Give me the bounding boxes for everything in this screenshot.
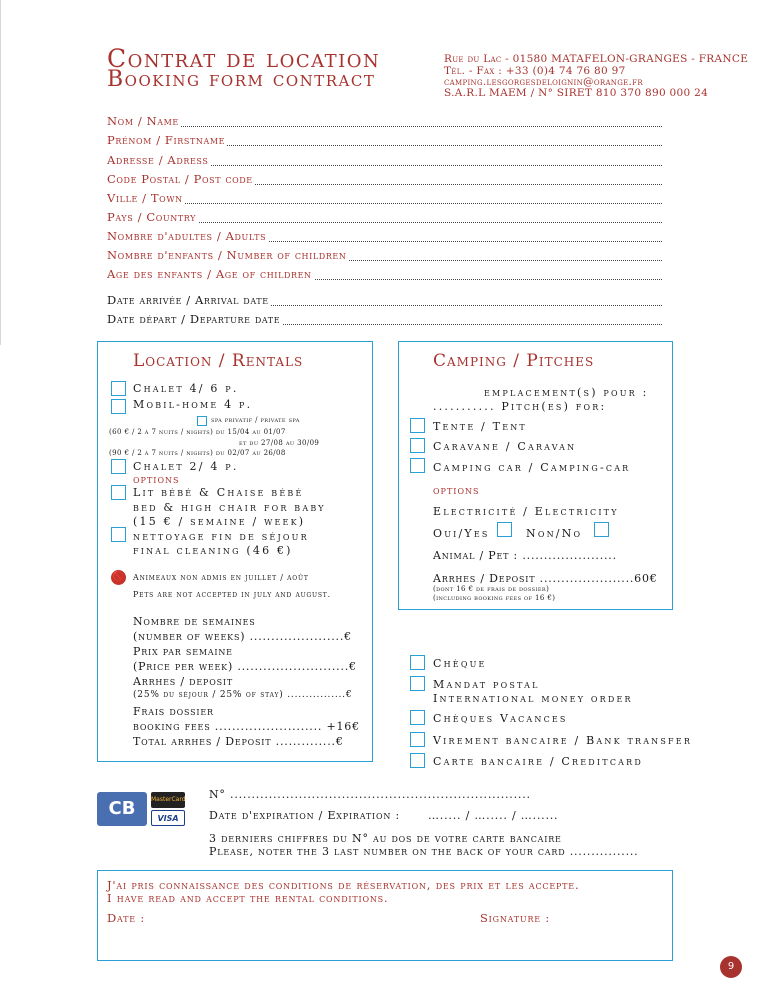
camping-phone: Tél. - Fax : +33 (0)4 74 76 80 97 bbox=[444, 65, 626, 77]
field-name[interactable]: Nom / Name bbox=[107, 114, 662, 130]
summary-weeks-en[interactable]: (number of weeks) ......................€ bbox=[133, 630, 352, 643]
cheques-vacances-checkbox[interactable] bbox=[410, 710, 425, 725]
campingcar-checkbox[interactable] bbox=[410, 458, 425, 473]
money-order-label-en: International money order bbox=[433, 692, 633, 705]
pitch-deposit: Arrhes / Deposit ......................60€ bbox=[433, 572, 658, 585]
creditcard-checkbox[interactable] bbox=[410, 753, 425, 768]
agreement-en: I have read and accept the rental conditions. bbox=[107, 891, 389, 905]
money-order-checkbox[interactable] bbox=[410, 676, 425, 691]
field-departure-date[interactable]: Date départ / Departure date bbox=[107, 312, 662, 328]
page-edge-line bbox=[0, 0, 1, 345]
visa-logo: VISA bbox=[151, 810, 185, 826]
field-arrival-date[interactable]: Date arrivée / Arrival date bbox=[107, 293, 662, 309]
cheque-label: Chèque bbox=[433, 657, 487, 670]
bank-transfer-label: Virement bancaire / Bank transfer bbox=[433, 734, 693, 747]
pets-note-en: Pets are not accepted in july and august. bbox=[133, 590, 331, 599]
page-number: 9 bbox=[720, 956, 742, 978]
money-order-label-fr: Mandat postal bbox=[433, 678, 540, 691]
spa-price-1: (60 € / 2 à 7 nuits / nights) du 15/04 au 01/07 bbox=[109, 428, 286, 436]
baby-label-2: bed & high chair for baby bbox=[133, 501, 326, 514]
summary-fees-value: booking fees ......................... +16€ bbox=[133, 720, 360, 733]
cheques-vacances-label: Chèques Vacances bbox=[433, 712, 568, 725]
baby-label-3: (15 € / semaine / week) bbox=[133, 515, 306, 528]
summary-fees-label: Frais dossier bbox=[133, 705, 214, 718]
pitches-frame bbox=[398, 341, 673, 610]
field-firstname[interactable]: Prénom / Firstname bbox=[107, 133, 662, 149]
card-logos bbox=[97, 792, 187, 828]
tent-checkbox[interactable] bbox=[410, 418, 425, 433]
pitch-deposit-note-en: (including booking fees of 16 €) bbox=[433, 594, 556, 602]
pets-note-fr: Animeaux non admis en juillet / août bbox=[133, 573, 309, 582]
cheque-checkbox[interactable] bbox=[410, 655, 425, 670]
camping-email: camping.lesgorgesdeloignin@orange.fr bbox=[444, 76, 643, 88]
spa-checkbox[interactable] bbox=[197, 416, 207, 426]
camping-company: S.A.R.L MAEM / N° SIRET 810 370 890 000 24 bbox=[444, 87, 709, 99]
pitches-options-label: options bbox=[433, 483, 480, 497]
chalet6-label: Chalet 4/ 6 p. bbox=[133, 382, 239, 395]
agreement-date-label[interactable]: Date : bbox=[107, 911, 146, 925]
spa-price-2: et du 27/08 au 30/09 bbox=[239, 439, 320, 447]
electricity-yes-label: Oui/Yes bbox=[433, 527, 490, 540]
field-children[interactable]: Nombre d'enfants / Number of children bbox=[107, 248, 662, 264]
chalet2-label: Chalet 2/ 4 p. bbox=[133, 460, 239, 473]
summary-weeks-fr: Nombre de semaines bbox=[133, 615, 256, 628]
field-children-age[interactable]: Age des enfants / Age of children bbox=[107, 267, 662, 283]
no-pets-icon: 🚫 bbox=[111, 570, 126, 585]
mobilhome-label: Mobil-home 4 p. bbox=[133, 398, 253, 411]
camping-address: Rue du Lac - 01580 MATAFELON-GRANGES - FRANCE bbox=[444, 53, 749, 65]
mobilhome-checkbox[interactable] bbox=[111, 399, 126, 414]
pitches-count-field[interactable]: ........... Pitch(es) for: bbox=[433, 400, 607, 413]
pitches-title: Camping / Pitches bbox=[433, 351, 595, 371]
chalet6-checkbox[interactable] bbox=[111, 381, 126, 396]
field-adults[interactable]: Nombre d'adultes / Adults bbox=[107, 229, 662, 245]
card-number-field[interactable]: N° ...................................................................... bbox=[209, 788, 531, 801]
field-country[interactable]: Pays / Country bbox=[107, 210, 662, 226]
summary-total[interactable]: Total arrhes / Deposit ..............€ bbox=[133, 735, 344, 748]
summary-price-en[interactable]: (Price per week) ..........................€ bbox=[133, 660, 357, 673]
pet-field[interactable]: Animal / Pet : ...................... bbox=[433, 549, 617, 562]
cb-logo: CB bbox=[97, 792, 147, 826]
cleaning-checkbox[interactable] bbox=[111, 527, 126, 542]
card-cvv-fr: 3 derniers chiffres du N° au dos de votre carte bancaire bbox=[209, 832, 562, 845]
caravan-checkbox[interactable] bbox=[410, 438, 425, 453]
mastercard-logo: MasterCard bbox=[151, 792, 185, 808]
campingcar-label: Camping car / Camping-car bbox=[433, 461, 631, 474]
agreement-signature-label[interactable]: Signature : bbox=[480, 911, 551, 925]
caravan-label: Caravane / Caravan bbox=[433, 440, 577, 453]
chalet2-checkbox[interactable] bbox=[111, 459, 126, 474]
creditcard-label: Carte bancaire / Creditcard bbox=[433, 755, 643, 768]
field-address[interactable]: Adresse / Adress bbox=[107, 153, 662, 169]
rentals-options-label: options bbox=[133, 472, 180, 486]
card-cvv-en[interactable]: Please, noter the 3 last number on the back of your card ................ bbox=[209, 845, 639, 858]
baby-checkbox[interactable] bbox=[111, 485, 126, 500]
summary-deposit-value[interactable]: (25% du séjour / 25% of stay) ................€ bbox=[133, 690, 353, 700]
agreement-fr: J'ai pris connaissance des conditions de réservation, des prix et les accepte. bbox=[107, 878, 580, 892]
field-town[interactable]: Ville / Town bbox=[107, 191, 662, 207]
pitch-deposit-note-fr: (dont 16 € de frais de dossier) bbox=[433, 585, 550, 593]
summary-deposit-label: Arrhes / deposit bbox=[133, 675, 233, 688]
spa-price-3: (90 € / 2 à 7 nuits / nights) du 02/07 au 26/08 bbox=[109, 449, 286, 457]
electricity-no-checkbox[interactable] bbox=[594, 522, 609, 537]
cleaning-label-1: nettoyage fin de séjour bbox=[133, 530, 309, 543]
baby-label-1: Lit bébé & Chaise bébé bbox=[133, 486, 304, 499]
cleaning-label-2: final cleaning (46 €) bbox=[133, 544, 293, 557]
rentals-title: Location / Rentals bbox=[133, 351, 304, 371]
spa-label: spa privatif / private spa bbox=[211, 416, 300, 424]
card-expiration-field[interactable]: …..... / …..... / …...... bbox=[428, 809, 559, 822]
summary-price-fr: Prix par semaine bbox=[133, 645, 233, 658]
electricity-no-label: Non/No bbox=[526, 527, 583, 540]
electricity-yes-checkbox[interactable] bbox=[497, 522, 512, 537]
title-french: Contrat de location bbox=[107, 44, 381, 73]
card-expiration-label: Date d'expiration / Expiration : bbox=[209, 809, 400, 822]
electricity-label: Electricité / Electricity bbox=[433, 505, 619, 518]
title-english: Booking form contract bbox=[107, 67, 376, 92]
emplacement-label: emplacement(s) pour : bbox=[484, 386, 649, 399]
bank-transfer-checkbox[interactable] bbox=[410, 732, 425, 747]
field-postcode[interactable]: Code Postal / Post code bbox=[107, 172, 662, 188]
tent-label: Tente / Tent bbox=[433, 420, 527, 433]
